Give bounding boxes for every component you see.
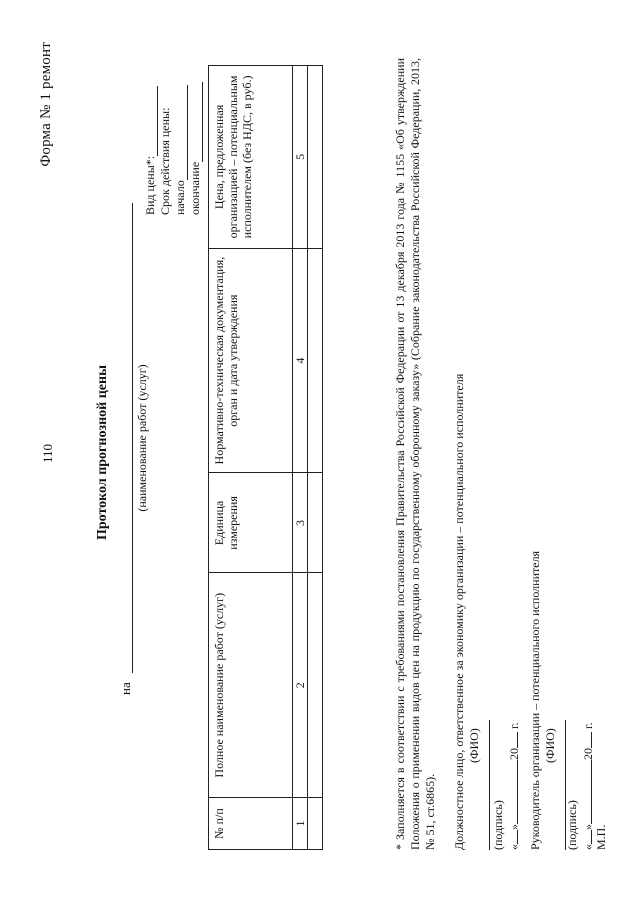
header-cell: № п/п [209, 798, 293, 850]
price-type-line [146, 86, 158, 156]
subject-prefix: на [118, 682, 133, 695]
signature-2-role: Руководитель организации – потенциального исполнителя [528, 550, 542, 850]
price-table [208, 65, 323, 850]
header-cell: Полное наименование работ (услуг) [209, 573, 293, 798]
price-end-label: окончание [188, 161, 202, 215]
column-number: 1 [293, 798, 308, 850]
subject-caption: (наименование работ (услуг) [135, 364, 149, 512]
header-cell: Единица измерения [209, 473, 293, 573]
column-number: 4 [293, 248, 308, 473]
price-start-label: начало [173, 180, 187, 215]
page-number: 110 [40, 443, 55, 463]
table-row [308, 66, 323, 850]
signature-2-fio: (ФИО) [543, 728, 557, 763]
table-cell [308, 473, 323, 573]
header-cell: Цена, предложенная организацией – потенциальным исполнителем (без НДС, в руб.) [209, 66, 293, 249]
column-number: 2 [293, 573, 308, 798]
subject-line [132, 203, 133, 673]
column-number: 5 [293, 66, 308, 249]
document-title: Протокол прогнозной цены [95, 364, 110, 541]
table-number-row [293, 66, 308, 850]
signature-1-role: Должностное лицо, ответственное за экономику организации – потенциального исполнителя [452, 373, 466, 850]
stamp-label: М.П. [594, 824, 608, 850]
header-cell: Нормативно-техническая документация, орган и дата утверждения [209, 248, 293, 473]
signature-1-date [506, 722, 522, 850]
form-label: Форма № 1 ремонт [38, 42, 54, 167]
price-end-line [191, 82, 203, 162]
signature-1-sign-label: (подпись) [491, 800, 505, 850]
date-close-quote: » [507, 824, 521, 830]
date-year-suffix: г. [507, 722, 521, 729]
table-cell [308, 573, 323, 798]
table-cell [308, 66, 323, 249]
date-year-prefix: 20 [507, 748, 521, 760]
table-cell [308, 798, 323, 850]
column-number: 3 [293, 473, 308, 573]
signature-2-sign-label: (подпись) [565, 800, 579, 850]
price-type-label: Вид цены*: [143, 155, 157, 215]
table-header-row [209, 66, 293, 850]
date-year-suffix: г. [581, 722, 595, 729]
price-start-line [176, 85, 188, 180]
footnote: * Заполняется в соответствии с требованиями постановления Правительства Российской Федерации от 13 декабря 2013 года № 1155 «Об утверждении Положения о применении видов цен на продукцию по государственному оборонному заказу» (Собрание законодательства Российской Федерации, 2013, № 51, ст.6865). [393, 58, 437, 850]
date-open-quote: « [581, 844, 595, 850]
date-close-quote: » [581, 824, 595, 830]
date-open-quote: « [507, 844, 521, 850]
price-info-block [143, 82, 203, 215]
table-cell [308, 248, 323, 473]
date-year-prefix: 20 [581, 748, 595, 760]
signature-1-fio: (ФИО) [467, 728, 481, 763]
price-validity-label: Срок действия цены: [158, 107, 172, 215]
